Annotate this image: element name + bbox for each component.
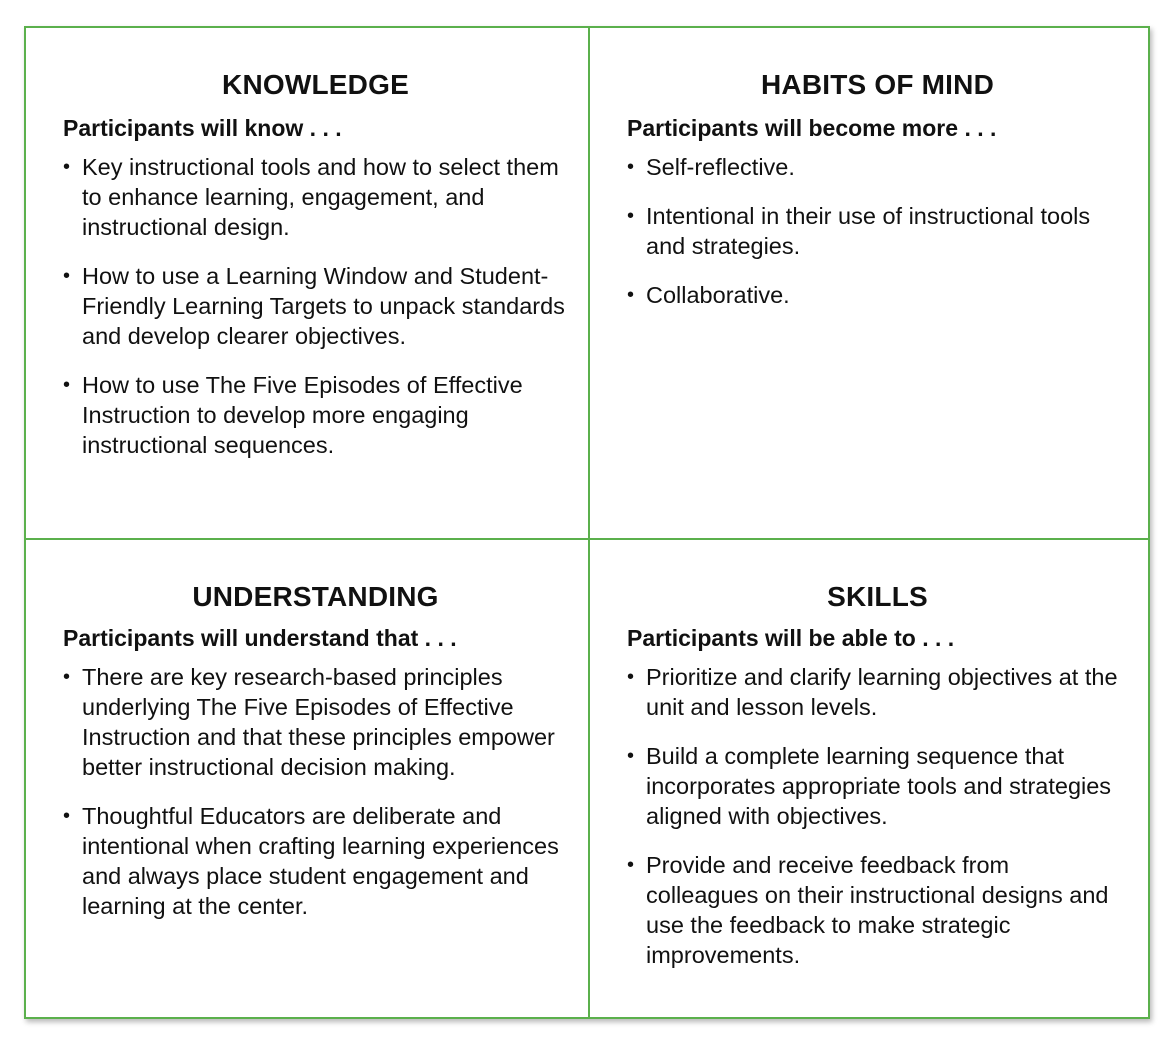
bullet-icon: • [627,156,635,178]
list-item [627,741,1128,831]
knowledge-quadrant [26,28,588,538]
skills-quadrant [588,538,1148,1017]
list-item-text: Intentional in their use of instructional tools and strategies. [646,203,1091,259]
bullet-icon: • [627,205,635,227]
list-item-text: Self-reflective. [646,154,795,180]
list-item-text: How to use The Five Episodes of Effective Instruction to develop more engaging instructional sequences. [82,372,523,458]
list-item [627,152,1128,182]
habits-of-mind-list [627,152,1128,310]
outcomes-grid [24,26,1150,1019]
list-item-text: Key instructional tools and how to select them to enhance learning, engagement, and instructional design. [82,154,559,240]
skills-subtitle: Participants will be able to . . . [627,625,955,651]
list-item [627,201,1128,261]
list-item-text: How to use a Learning Window and Student-Friendly Learning Targets to unpack standards and develop clearer objectives. [82,263,565,349]
list-item [63,801,568,921]
list-item [63,370,568,460]
list-item [627,280,1128,310]
knowledge-title: KNOWLEDGE [222,69,409,100]
list-item-text: Build a complete learning sequence that incorporates appropriate tools and strategies aligned with objectives. [646,743,1112,829]
knowledge-subtitle: Participants will know . . . [63,115,342,141]
list-item-text: There are key research-based principles underlying The Five Episodes of Effective Instruction and that these principles empower better instructional decision making. [82,664,555,780]
list-item [63,261,568,351]
skills-title: SKILLS [827,581,928,612]
list-item-text: Thoughtful Educators are deliberate and intentional when crafting learning experiences and always place student engagement and learning at the center. [82,803,559,919]
bullet-icon: • [627,745,635,767]
bullet-icon: • [63,156,71,178]
habits-of-mind-quadrant [588,28,1148,538]
list-item [63,662,568,782]
knowledge-list [63,152,568,460]
bullet-icon: • [63,374,71,396]
list-item [627,850,1128,970]
habits-of-mind-title: HABITS OF MIND [760,69,994,100]
list-item-text: Provide and receive feedback from colleagues on their instructional designs and use the feedback to make strategic improvements. [646,852,1109,968]
understanding-subtitle: Participants will understand that . . . [63,625,457,651]
understanding-title: UNDERSTANDING [192,581,439,612]
skills-list [627,662,1128,970]
list-item [63,152,568,242]
list-item-text: Collaborative. [646,282,790,308]
bullet-icon: • [627,854,635,876]
list-item-text: Prioritize and clarify learning objectives at the unit and lesson levels. [646,664,1118,720]
bullet-icon: • [63,805,71,827]
bullet-icon: • [627,666,635,688]
understanding-list [63,662,568,921]
list-item [627,662,1128,722]
bullet-icon: • [627,284,635,306]
bullet-icon: • [63,265,71,287]
bullet-icon: • [63,666,71,688]
habits-of-mind-subtitle: Participants will become more . . . [627,115,997,141]
understanding-quadrant [26,538,588,1017]
